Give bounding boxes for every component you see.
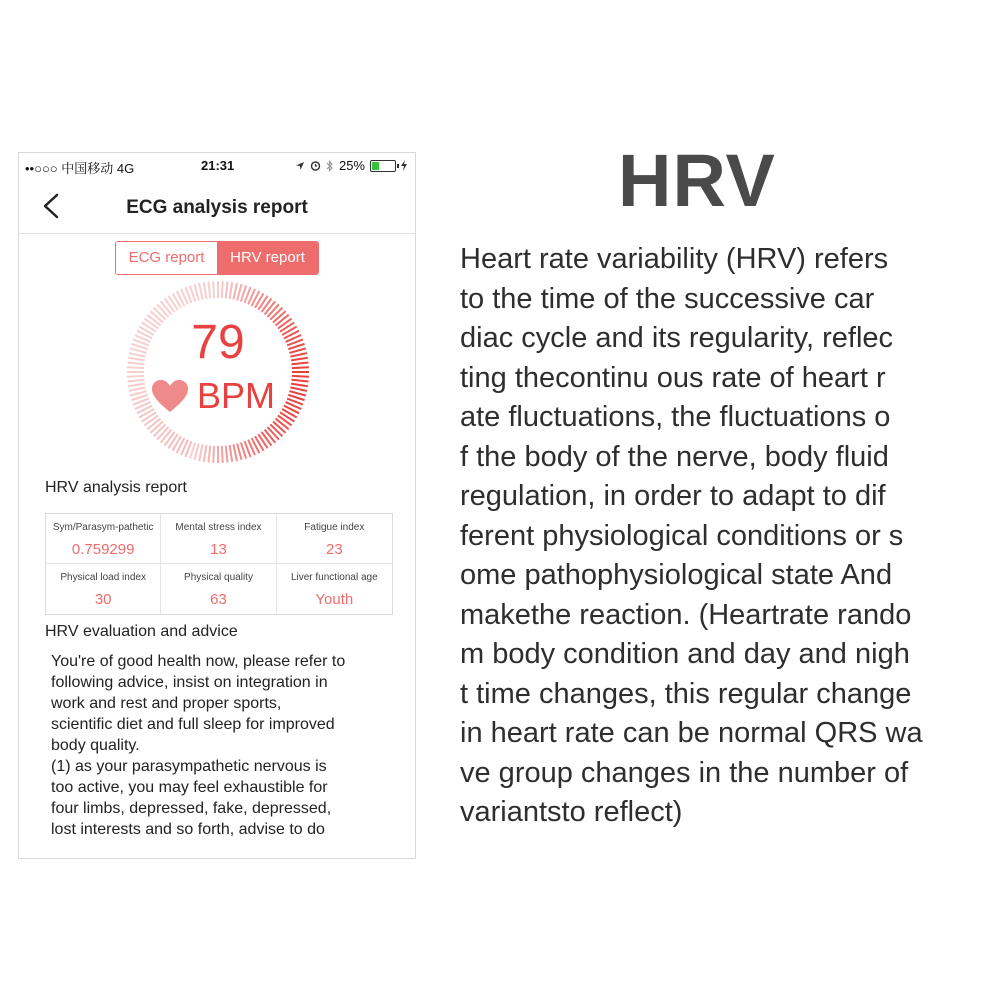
gauge-tick <box>276 419 289 430</box>
gauge-tick <box>130 391 146 395</box>
advice-line: body quality. <box>51 737 140 754</box>
gauge-tick <box>165 298 175 312</box>
gauge-tick <box>222 281 223 298</box>
metric-value: 0.759299 <box>71 541 135 558</box>
hrv-description-line: t time changes, this regular change <box>460 677 912 710</box>
phone-screenshot <box>18 152 416 859</box>
gauge-tick <box>165 432 175 446</box>
metric-value: 23 <box>325 541 343 558</box>
heart-rate-value: 79 <box>191 316 245 369</box>
hrv-description-line: ate fluctuations, the fluctuations o <box>460 401 891 433</box>
metric-value: 13 <box>210 541 227 558</box>
status-bar <box>19 153 415 179</box>
gauge-tick <box>237 443 241 459</box>
metric-label: Fatigue index <box>304 522 365 533</box>
gauge-tick <box>199 444 203 461</box>
carrier-signal: ••○○○ 中国移动 4G <box>25 161 135 176</box>
metric-label: Sym/Parasym-pathetic <box>52 522 154 533</box>
gauge-tick <box>213 281 214 298</box>
gauge-tick <box>199 283 203 300</box>
charging-icon <box>401 160 407 171</box>
hrv-description-line: diac cycle and its regularity, reflec <box>460 322 894 354</box>
gauge-tick <box>237 284 241 300</box>
hrv-description-line: ome pathophysiological state And <box>460 559 893 591</box>
gauge-tick <box>289 391 305 395</box>
nav-bar <box>19 181 415 234</box>
gauge-tick <box>161 301 172 314</box>
gauge-tick <box>278 415 292 425</box>
metric-liver-age <box>277 564 392 614</box>
metric-value: 63 <box>210 591 227 608</box>
status-icons <box>295 158 407 173</box>
metrics-grid <box>45 513 393 615</box>
tab-ecg-report[interactable]: ECG report <box>116 242 217 274</box>
hrv-description <box>460 240 990 833</box>
advice-line: too active, you may feel exhaustible for <box>51 779 328 796</box>
gauge-tick <box>291 384 308 387</box>
metric-value: 30 <box>94 591 112 608</box>
alarm-icon <box>310 160 321 171</box>
hrv-description-line: Heart rate variability (HRV) refers <box>460 243 889 275</box>
metric-mental-stress <box>161 514 276 564</box>
gauge-tick <box>127 380 144 382</box>
hrv-description-line: ferent physiological conditions or s <box>460 519 904 552</box>
gauge-tick <box>208 281 210 298</box>
metric-sym-parasympathetic <box>46 514 161 564</box>
heart-rate-unit: BPM <box>197 375 276 416</box>
gauge-tick <box>127 376 144 377</box>
metric-physical-load <box>46 564 161 614</box>
gauge-tick <box>194 284 198 300</box>
gauge-tick <box>261 432 271 446</box>
hrv-description-line: f the body of the nerve, body fluid <box>460 440 889 473</box>
tab-hrv-report[interactable]: HRV report <box>217 242 318 274</box>
gauge-tick <box>150 422 163 433</box>
status-time: 21:31 <box>201 158 235 173</box>
metric-label: Physical load index <box>60 572 146 583</box>
hrv-description-line: in heart rate can be normal QRS wa <box>460 717 923 749</box>
location-icon <box>295 161 305 171</box>
heart-rate-unit-row <box>151 375 275 417</box>
hrv-description-line: variantsto reflect) <box>460 796 683 828</box>
advice-text <box>51 651 401 840</box>
gauge-tick <box>154 424 166 436</box>
heart-icon <box>151 379 189 413</box>
metric-label: Mental stress index <box>175 522 262 533</box>
metric-label: Liver functional age <box>290 572 378 583</box>
gauge-tick <box>128 384 145 387</box>
gauge-tick <box>265 430 276 443</box>
gauge-tick <box>268 427 279 440</box>
metric-label: Physical quality <box>184 572 253 583</box>
gauge-tick <box>194 443 198 459</box>
gauge-tick <box>213 446 214 463</box>
gauge-tick <box>129 387 146 391</box>
gauge-tick <box>222 446 223 463</box>
gauge-tick <box>292 376 309 377</box>
metric-physical-quality <box>161 564 276 614</box>
gauge-tick <box>147 419 160 430</box>
advice-line: four limbs, depressed, fake, depressed, <box>51 800 332 817</box>
gauge-tick <box>261 298 271 312</box>
advice-line: You're of good health now, please refer to <box>51 653 346 670</box>
page-title: ECG analysis report <box>126 197 308 218</box>
gauge-tick <box>161 430 172 443</box>
analysis-title: HRV analysis report <box>45 479 187 496</box>
heart-rate-gauge <box>125 279 311 465</box>
bluetooth-icon <box>326 160 334 172</box>
hrv-description-line: ting thecontinu ous rate of heart r <box>460 361 886 394</box>
hrv-description-line: ve group changes in the number of <box>460 756 909 789</box>
metric-value: Youth <box>315 591 354 608</box>
gauge-tick <box>290 387 307 391</box>
gauge-tick <box>233 444 237 461</box>
battery-percent: 25% <box>338 158 365 173</box>
gauge-tick <box>265 301 276 314</box>
hrv-description-line: m body condition and day and nigh <box>460 638 910 670</box>
gauge-tick <box>157 427 168 440</box>
hrv-description-line: to the time of the successive car <box>460 282 875 315</box>
metric-fatigue <box>277 514 392 564</box>
evaluation-title: HRV evaluation and advice <box>45 623 238 640</box>
advice-line: scientific diet and full sleep for improved <box>51 716 335 733</box>
gauge-tick <box>226 281 228 298</box>
hrv-heading: HRV <box>618 139 776 222</box>
gauge-tick <box>270 424 282 436</box>
report-tabs <box>115 241 319 275</box>
gauge-tick <box>230 445 233 462</box>
gauge-tick <box>204 445 207 462</box>
hrv-description-line: makethe reaction. (Heartrate rando <box>460 598 912 631</box>
gauge-tick <box>208 446 210 463</box>
gauge-tick <box>230 282 233 299</box>
advice-line: lost interests and so forth, advise to do <box>51 821 325 838</box>
advice-line: following advice, insist on integration in <box>51 674 328 691</box>
hrv-description-line: regulation, in order to adapt to dif <box>460 480 886 512</box>
gauge-tick <box>292 380 309 382</box>
gauge-tick <box>204 282 207 299</box>
gauge-tick <box>273 422 286 433</box>
gauge-tick <box>226 446 228 463</box>
battery-icon <box>370 160 396 172</box>
advice-line: work and rest and proper sports, <box>51 695 282 712</box>
gauge-tick <box>233 283 237 300</box>
advice-line: (1) as your parasympathetic nervous is <box>51 758 327 775</box>
